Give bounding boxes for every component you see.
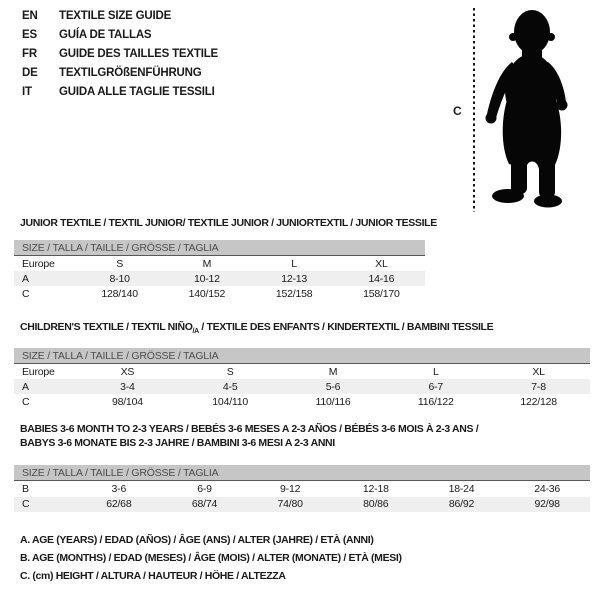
cell: L [432,365,439,378]
cell: 128/140 [101,287,138,300]
height-dotted-line [473,8,475,212]
row-label: Europe [22,365,55,378]
children-title-sub: /A [192,328,199,336]
table-row-europe [14,256,425,271]
cell: XS [120,365,135,378]
cell: 12-13 [281,272,308,285]
lang-label: GUIDE DES TAILLES TEXTILE [59,47,218,60]
lang-row-de [22,63,218,82]
lang-code: DE [22,66,38,79]
lang-row-it [22,82,218,101]
cell: 10-12 [193,272,220,285]
children-table-title [20,321,493,335]
lang-code: FR [22,47,37,60]
cell: 152/158 [275,287,313,300]
legend-line-b: B. AGE (MONTHS) / EDAD (MESES) / ÂGE (MOIS) / ALTER (MONATE) / ETÀ (MESI) [20,552,402,564]
table-row-age [14,379,590,394]
lang-row-fr [22,44,218,63]
legend-line-c: C. (cm) HEIGHT / ALTURA / HAUTEUR / HÖHE / ALTEZZA [20,570,286,582]
height-measure-label: C [453,104,462,118]
lang-row-es [22,25,218,44]
lang-code: EN [22,9,38,22]
cell: 158/170 [363,287,400,300]
size-header-bar: SIZE / TALLA / TAILLE / GRÖSSE / TAGLIA [14,465,590,481]
row-label: Europe [22,257,55,270]
cell: XL [375,257,388,270]
row-label: C [22,395,30,408]
table-row-months [14,481,590,497]
legend-line-a: A. AGE (YEARS) / EDAD (AÑOS) / ÂGE (ANS) / ALTER (JAHRE) / ETÀ (ANNI) [20,534,374,546]
junior-size-table [14,240,425,301]
size-header-bar: SIZE / TALLA / TAILLE / GRÖSSE / TAGLIA [14,240,425,256]
row-label: A [22,380,29,393]
cell: 62/68 [106,498,132,511]
row-label: B [22,482,29,495]
cell: 74/80 [277,498,303,511]
cell: S [226,365,234,378]
lang-label: GUÍA DE TALLAS [59,28,152,41]
cell: 98/104 [111,395,143,408]
measure-legend [20,531,402,585]
cell: 104/110 [212,395,249,408]
children-size-table [14,348,590,409]
lang-label: TEXTILE SIZE GUIDE [59,9,172,22]
lang-label: TEXTILGRÖßENFÜHRUNG [59,66,202,79]
cell: 6-7 [428,380,444,393]
lang-code: IT [22,85,32,98]
row-label: C [22,287,30,300]
cell: 4-5 [222,380,238,393]
cell: M [328,365,338,378]
cell: 18-24 [448,482,475,495]
cell: S [116,257,124,270]
cell: 68/74 [191,498,218,511]
children-title-part: CHILDREN'S TEXTILE / TEXTIL NIÑO [20,321,193,333]
cell: XL [532,365,545,378]
cell: 6-9 [197,482,212,495]
cell: 5-6 [325,380,341,393]
row-label: C [22,498,30,511]
baby-silhouette-icon [482,8,582,213]
cell: 9-12 [280,482,301,495]
cell: 122/128 [520,395,557,408]
babies-title-line1: BABIES 3-6 MONTH TO 2-3 YEARS / BEBÉS 3-6 MESES A 2-3 AÑOS / BÉBÉS 3-6 MOIS À 2-3 ANS / [20,423,479,435]
cell: 14-16 [368,272,395,285]
cell: 3-6 [111,482,127,495]
cell: 80/86 [363,498,389,511]
table-row-height [14,286,425,301]
junior-table-title: JUNIOR TEXTILE / TEXTIL JUNIOR/ TEXTILE JUNIOR / JUNIORTEXTIL / JUNIOR TESSILE [20,217,437,229]
table-row-europe [14,364,590,379]
cell: 92/98 [534,498,560,511]
cell: 140/152 [188,287,226,300]
lang-label: GUIDA ALLE TAGLIE TESSILI [59,85,215,98]
cell: 8-10 [109,272,130,285]
lang-row-en [22,6,218,25]
cell: M [202,257,212,270]
babies-title-line2: BABYS 3-6 MONATE BIS 2-3 JAHRE / BAMBINI 3-6 MESI A 2-3 ANNI [20,436,335,449]
size-header-bar: SIZE / TALLA / TAILLE / GRÖSSE / TAGLIA [14,348,590,364]
cell: 24-36 [534,482,561,495]
language-list [22,6,218,101]
table-row-height [14,394,590,409]
cell: L [291,257,297,270]
babies-size-table [14,465,590,512]
lang-code: ES [22,28,37,41]
table-row-height [14,497,590,513]
table-row-age [14,271,425,286]
babies-table-title [20,423,478,450]
cell: 12-18 [362,482,389,495]
cell: 116/122 [417,395,454,408]
cell: 7-8 [531,380,546,393]
cell: 3-4 [120,380,135,393]
row-label: A [22,272,29,285]
children-title-part: / TEXTILE DES ENFANTS / KINDERTEXTIL / BAMBINI TESSILE [198,321,494,333]
cell: 110/116 [315,395,351,408]
cell: 86/92 [448,498,475,511]
